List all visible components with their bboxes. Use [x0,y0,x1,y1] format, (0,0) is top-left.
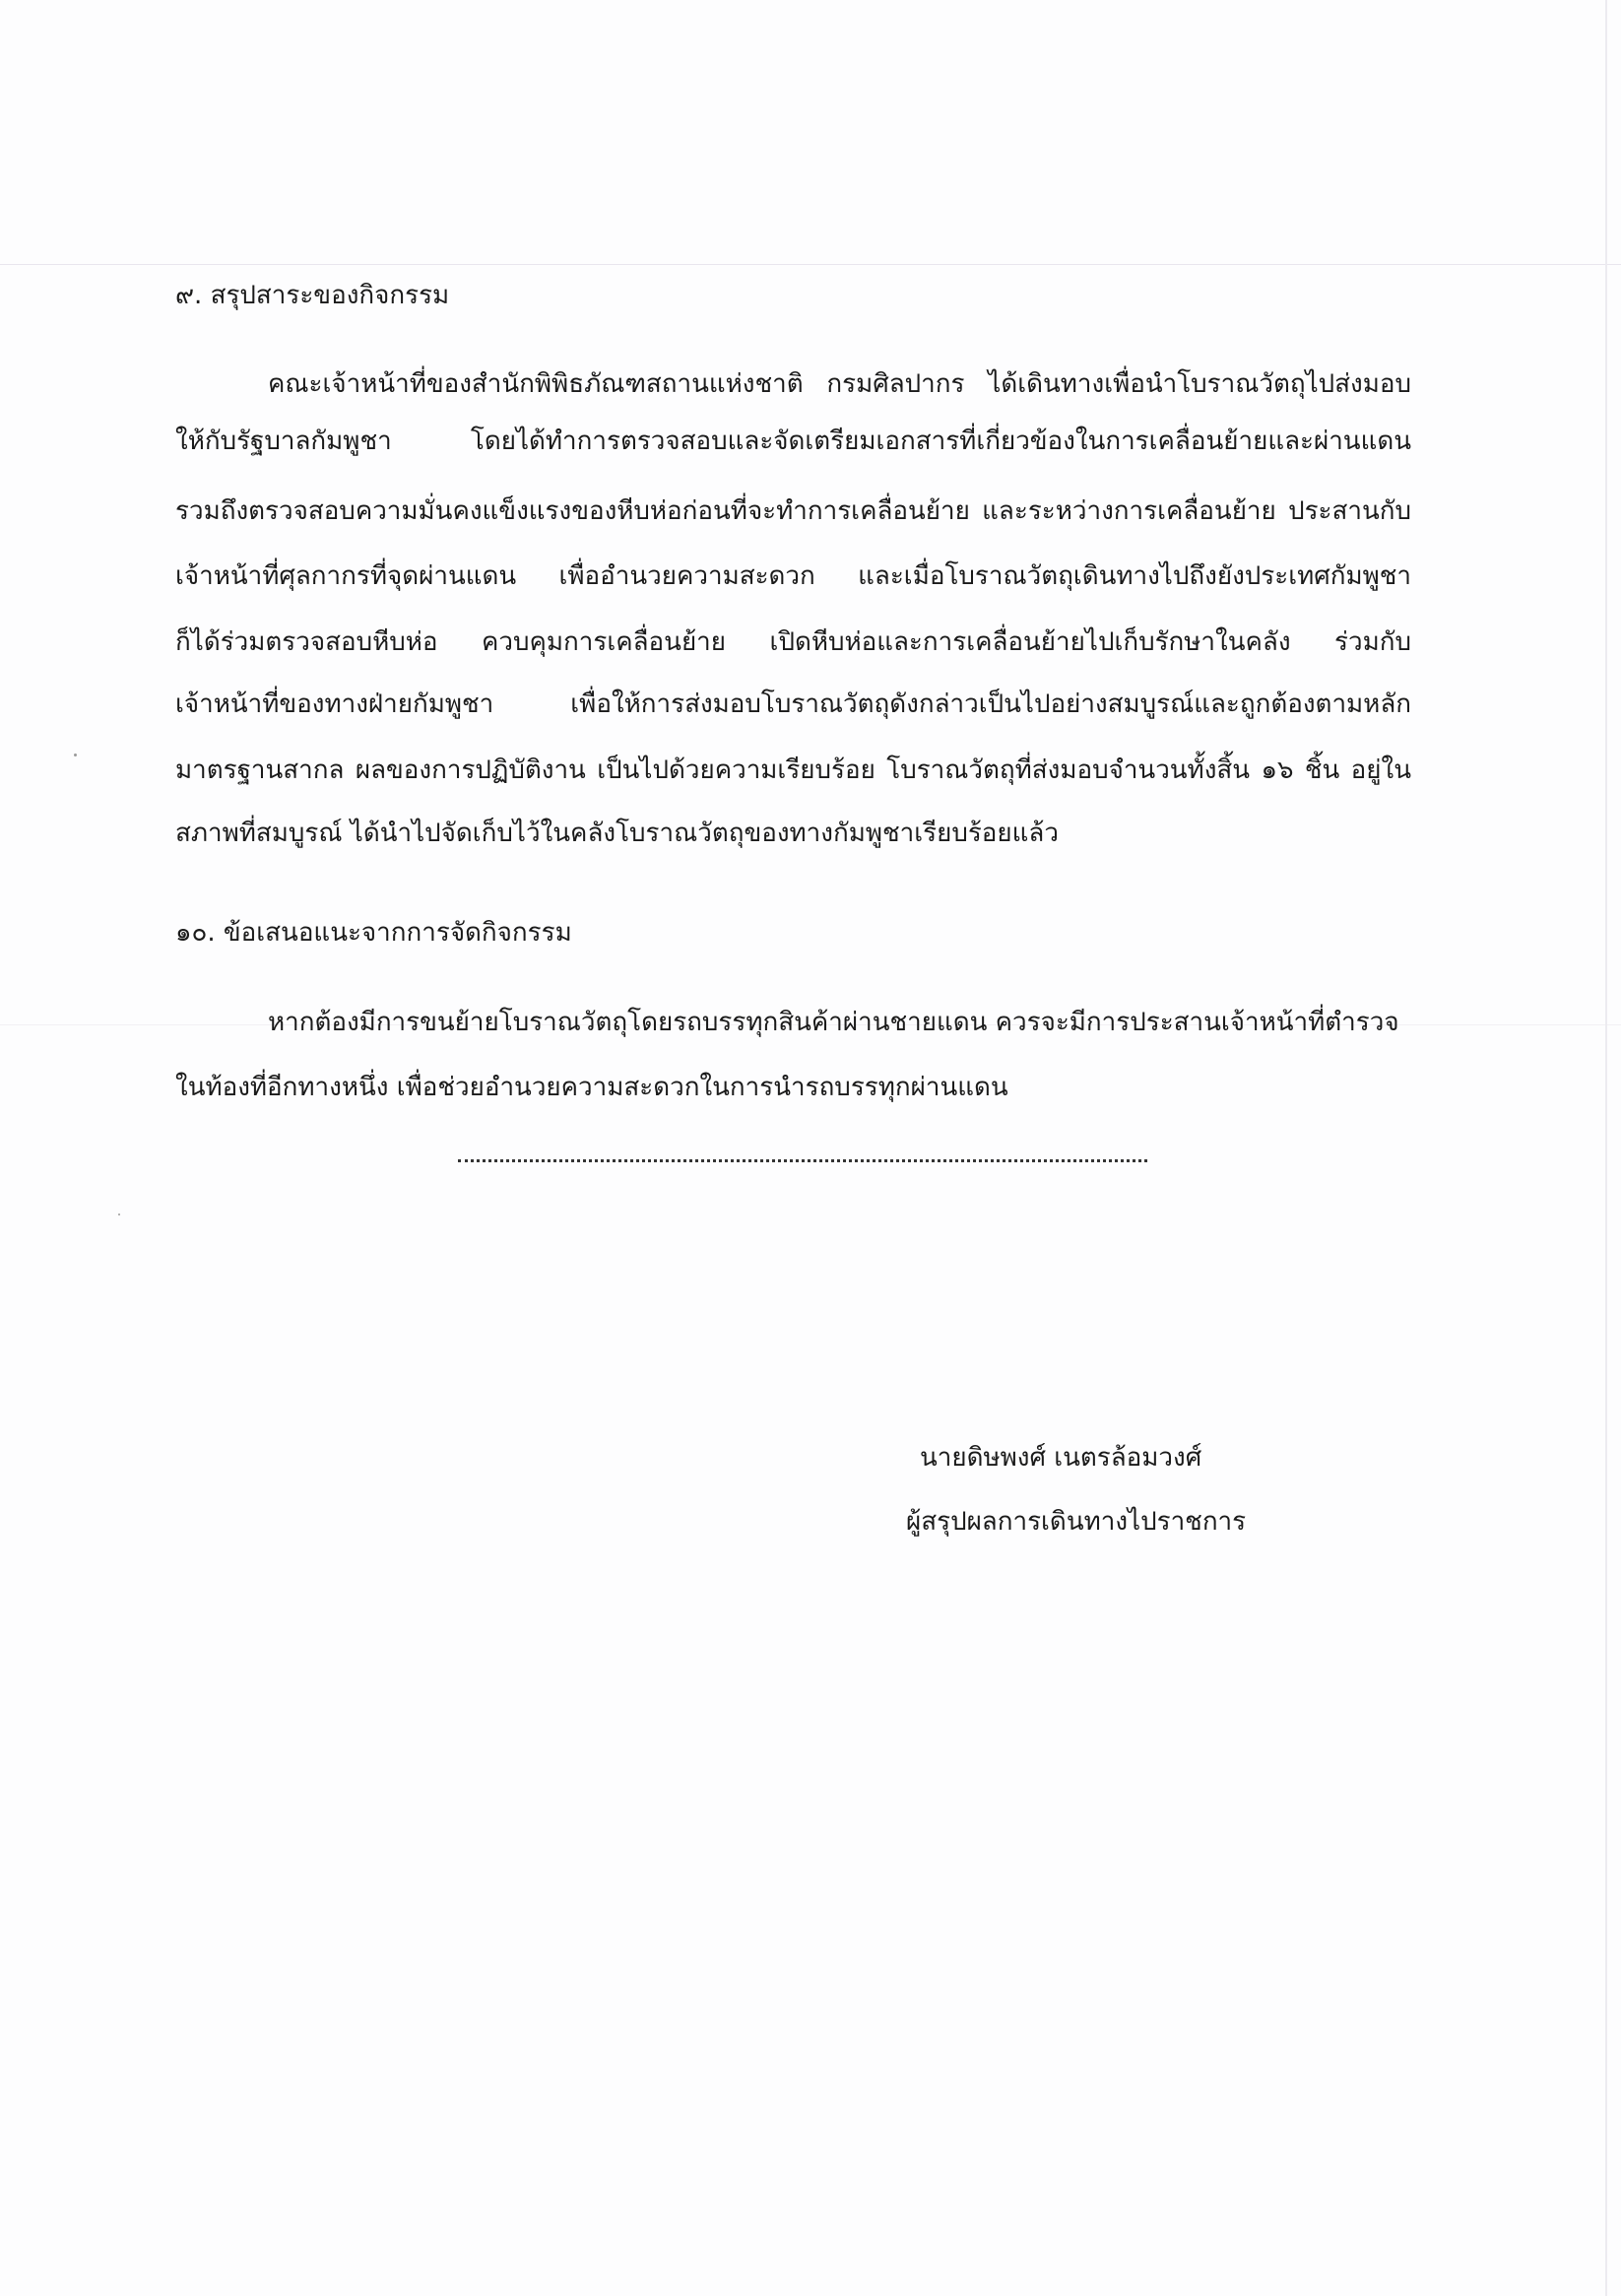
scan-speck [74,754,77,756]
scan-speck [118,1214,120,1215]
section-10-line-2: ในท้องที่อีกทางหนึ่ง เพื่อช่วยอำนวยความสะดวกในการนำรถบรรทุกผ่านแดน [175,1073,1008,1102]
section-9-line-5: ก็ได้ร่วมตรวจสอบหีบห่อ ควบคุมการเคลื่อนย้าย เปิดหีบห่อและการเคลื่อนย้ายไปเก็บรักษาในคลัง ร่วมกับ [175,627,1411,657]
scan-artifact-line [0,264,1621,265]
section-10-line-1: หากต้องมีการขนย้ายโบราณวัตถุโดยรถบรรทุกสินค้าผ่านชายแดน ควรจะมีการประสานเจ้าหน้าที่ตำรวจ [268,1008,1399,1037]
scan-artifact-edge [1605,0,1607,2296]
section-9-line-1: คณะเจ้าหน้าที่ของสำนักพิพิธภัณฑสถานแห่งชาติ กรมศิลปากร ได้เดินทางเพื่อนำโบราณวัตถุไปส่งมอบ [268,369,1411,399]
section-9-line-2: ให้กับรัฐบาลกัมพูชา โดยได้ทำการตรวจสอบและจัดเตรียมเอกสารที่เกี่ยวข้องในการเคลื่อนย้ายและผ่านแดน [175,426,1411,456]
section-9-line-4: เจ้าหน้าที่ศุลกากรที่จุดผ่านแดน เพื่ออำนวยความสะดวก และเมื่อโบราณวัตถุเดินทางไปถึงยังประเทศกัมพูชา [175,561,1411,591]
section-9-line-6: เจ้าหน้าที่ของทางฝ่ายกัมพูชา เพื่อให้การส่งมอบโบราณวัตถุดังกล่าวเป็นไปอย่างสมบูรณ์และถูกต้องตามหลัก [175,689,1411,719]
section-9-line-7: มาตรฐานสากล ผลของการปฏิบัติงาน เป็นไปด้วยความเรียบร้อย โบราณวัตถุที่ส่งมอบจำนวนทั้งสิ้น ๑๖ ชิ้น อยู่ใน [175,755,1411,785]
section-9-line-8: สภาพที่สมบูรณ์ ได้นำไปจัดเก็บไว้ในคลังโบราณวัตถุของทางกัมพูชาเรียบร้อยแล้ว [175,819,1059,848]
signatory-title: ผู้สรุปผลการเดินทางไปราชการ [906,1507,1247,1537]
dotted-separator [458,1159,1147,1162]
section-9-line-3: รวมถึงตรวจสอบความมั่นคงแข็งแรงของหีบห่อก่อนที่จะทำการเคลื่อนย้าย และระหว่างการเคลื่อนย้าย ประสานกับ [175,496,1411,526]
signatory-name: นายดิษพงศ์ เนตรล้อมวงศ์ [920,1443,1202,1473]
section-10-heading: ๑๐. ข้อเสนอแนะจากการจัดกิจกรรม [175,918,572,948]
section-9-heading: ๙. สรุปสาระของกิจกรรม [175,281,450,310]
